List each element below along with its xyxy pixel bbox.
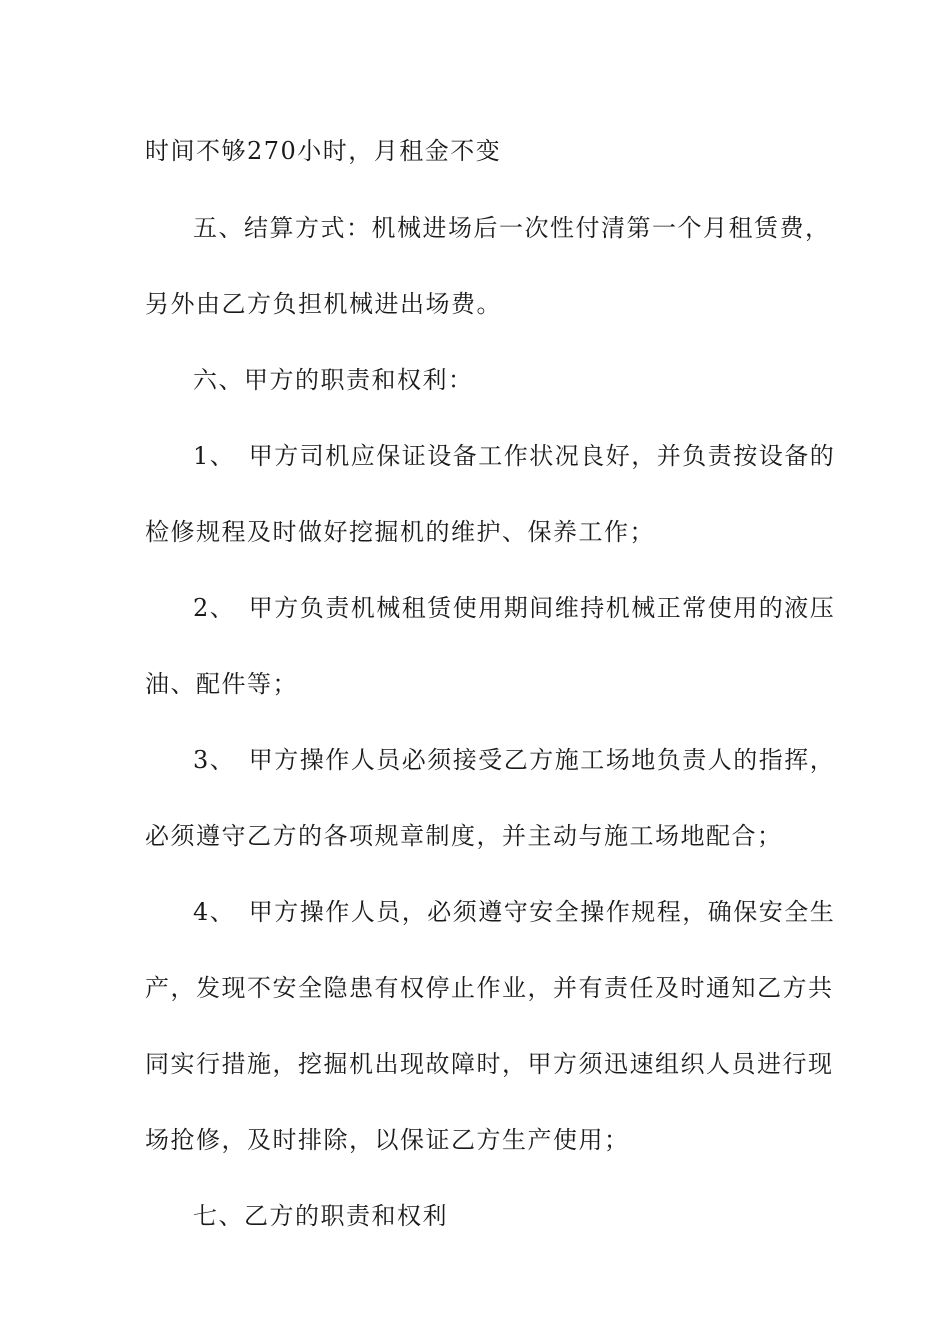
section-five-settlement: 五、结算方式：机械进场后一次性付清第一个月租赁费， (193, 214, 831, 242)
item-2: 2、 甲方负责机械租赁使用期间维持机械正常使用的液压 (193, 594, 836, 622)
section-seven-heading: 七、乙方的职责和权利 (193, 1202, 448, 1230)
item-1: 1、 甲方司机应保证设备工作状况良好，并负责按设备的 (193, 442, 836, 470)
text-line-continuation: 时间不够270小时，月租金不变 (145, 137, 502, 165)
text-line: 检修规程及时做好挖掘机的维护、保养工作； (145, 518, 655, 546)
text-line: 同实行措施，挖掘机出现故障时，甲方须迅速组织人员进行现 (145, 1050, 834, 1078)
item-3: 3、 甲方操作人员必须接受乙方施工场地负责人的指挥， (193, 746, 836, 774)
text-line: 产，发现不安全隐患有权停止作业，并有责任及时通知乙方共 (145, 974, 834, 1002)
text-line: 场抢修，及时排除，以保证乙方生产使用； (145, 1126, 630, 1154)
section-six-heading: 六、甲方的职责和权利： (193, 366, 474, 394)
text-line: 必须遵守乙方的各项规章制度，并主动与施工场地配合； (145, 822, 783, 850)
text-line: 油、配件等； (145, 670, 298, 698)
text-line: 另外由乙方负担机械进出场费。 (145, 290, 502, 318)
item-4: 4、 甲方操作人员，必须遵守安全操作规程，确保安全生 (193, 898, 836, 926)
